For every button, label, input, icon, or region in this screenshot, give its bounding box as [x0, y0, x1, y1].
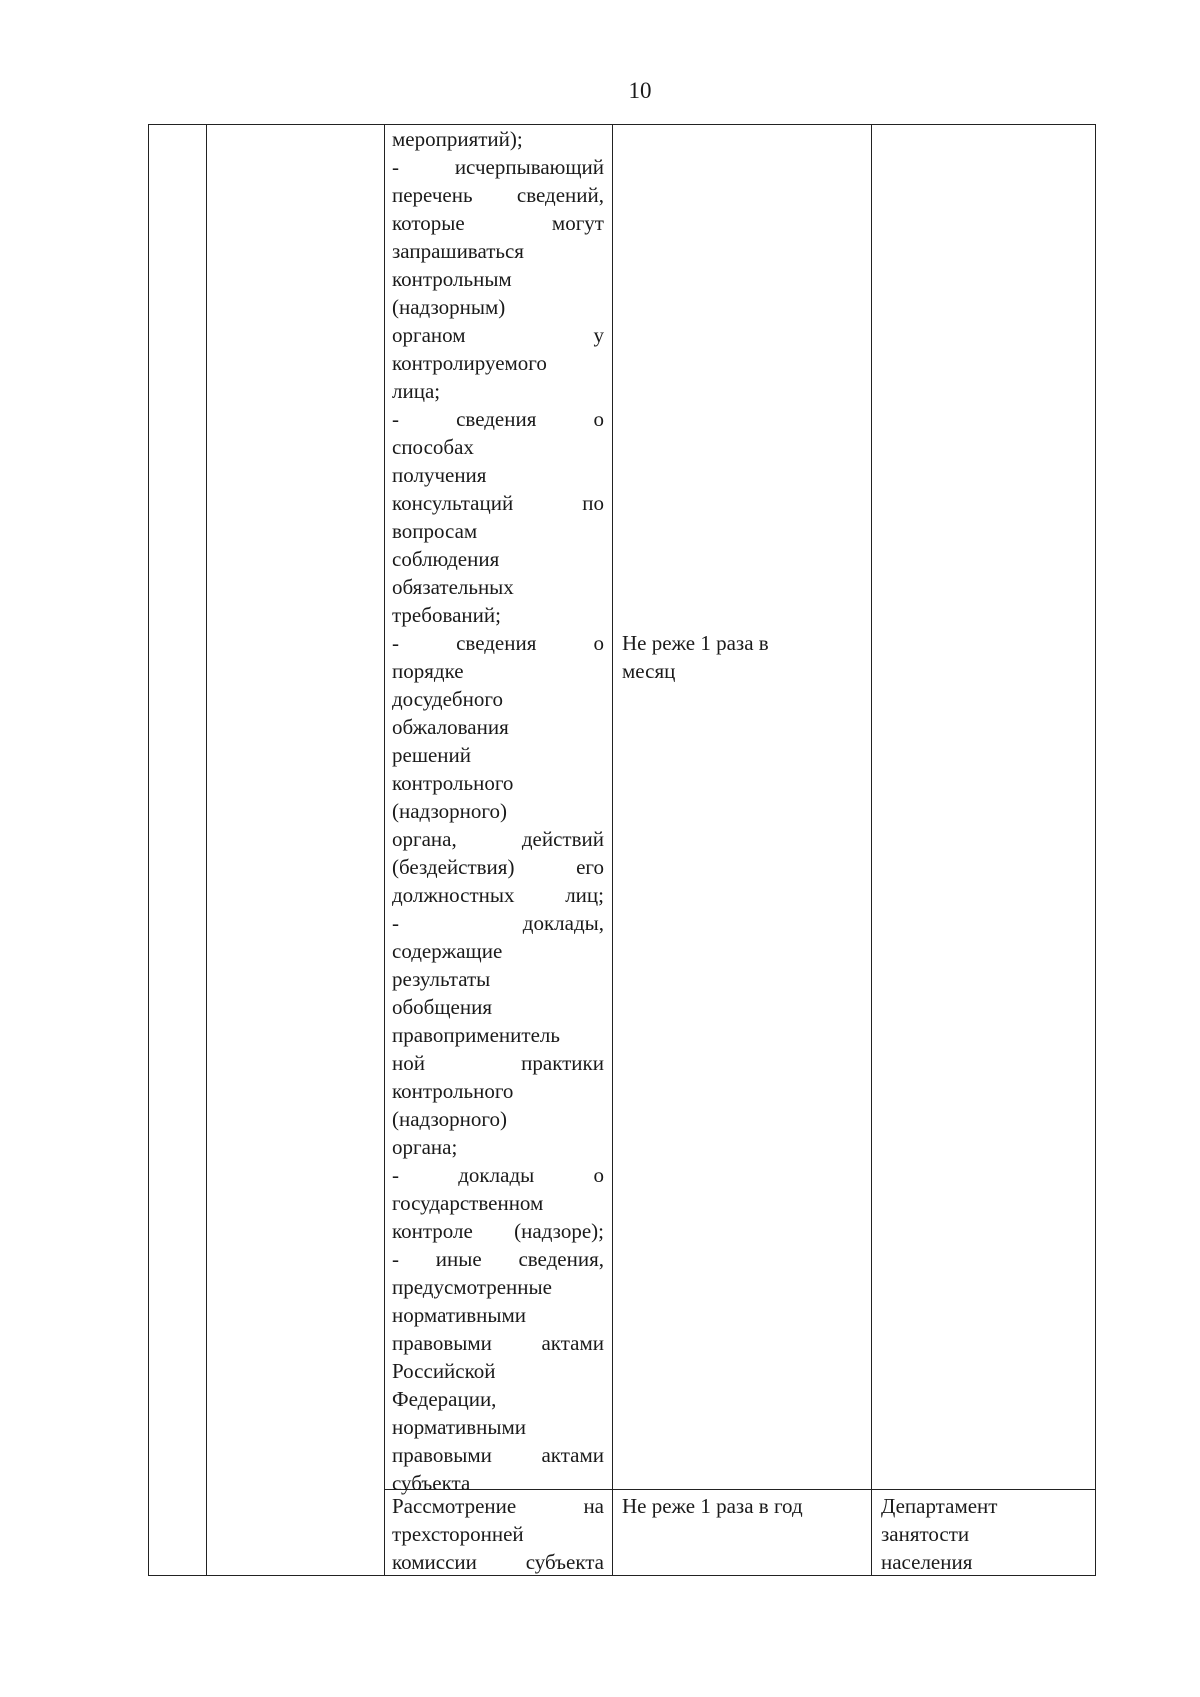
text-line: получения	[392, 463, 487, 487]
text-line: контролируемого	[392, 351, 547, 375]
text-line: (надзорным)	[392, 295, 506, 319]
row2-frequency-cell	[622, 1492, 862, 1520]
text-line: результаты	[392, 967, 491, 991]
text-line: органом у	[392, 323, 604, 347]
text-line: правовыми актами	[392, 1331, 604, 1355]
row1-frequency-cell	[622, 629, 862, 685]
text-line: органа;	[392, 1135, 458, 1159]
text-line: содержащие	[392, 939, 503, 963]
text-line: - исчерпывающий	[392, 155, 604, 179]
text-line: требований;	[392, 603, 501, 627]
row2-responsible-cell	[881, 1492, 1086, 1576]
text-line: субъекта	[392, 1471, 471, 1495]
text-line: которые могут	[392, 211, 604, 235]
text-line: консультаций по	[392, 491, 604, 515]
text-line: месяц	[622, 659, 676, 683]
text-line: Не реже 1 раза в год	[622, 1494, 803, 1518]
text-line: нормативными	[392, 1303, 527, 1327]
text-line: трехсторонней	[392, 1522, 524, 1546]
text-line: Федерации,	[392, 1387, 497, 1411]
text-line: органа, действий	[392, 827, 604, 851]
text-line: обобщения	[392, 995, 492, 1019]
text-line: запрашиваться	[392, 239, 524, 263]
column-divider-2	[384, 125, 385, 1575]
column-divider-3	[612, 125, 613, 1575]
text-line: обжалования	[392, 715, 509, 739]
text-line: - иные сведения,	[392, 1247, 604, 1271]
text-line: ной практики	[392, 1051, 604, 1075]
text-line: - доклады о	[392, 1163, 604, 1187]
text-line: Не реже 1 раза в	[622, 631, 769, 655]
text-line: - сведения о	[392, 407, 604, 431]
text-line: вопросам	[392, 519, 478, 543]
text-line: Департамент	[881, 1494, 998, 1518]
text-line: правоприменитель	[392, 1023, 560, 1047]
text-line: Рассмотрение на	[392, 1494, 604, 1518]
column-divider-1	[206, 125, 207, 1575]
row2-description-cell	[392, 1492, 604, 1576]
text-line: предусмотренные	[392, 1275, 552, 1299]
text-line: комиссии субъекта	[392, 1550, 604, 1574]
text-line: - сведения о	[392, 631, 604, 655]
text-line: нормативными	[392, 1415, 527, 1439]
text-line: контрольным	[392, 267, 512, 291]
text-line: (бездействия) его	[392, 855, 604, 879]
text-line: обязательных	[392, 575, 514, 599]
text-line: населения	[881, 1550, 973, 1574]
text-line: (надзорного)	[392, 799, 507, 823]
text-line: занятости	[881, 1522, 970, 1546]
text-line: контроле (надзоре);	[392, 1219, 604, 1243]
text-line: способах	[392, 435, 474, 459]
text-line: лица;	[392, 379, 441, 403]
text-line: - доклады,	[392, 911, 604, 935]
text-line: государственном	[392, 1191, 544, 1215]
text-line: мероприятий);	[392, 127, 523, 151]
text-line: правовыми актами	[392, 1443, 604, 1467]
text-line: должностных лиц;	[392, 883, 604, 907]
text-line: решений	[392, 743, 472, 767]
text-line: соблюдения	[392, 547, 500, 571]
text-line: контрольного	[392, 1079, 514, 1103]
row1-description-cell	[392, 125, 604, 1495]
text-line: перечень сведений,	[392, 183, 604, 207]
column-divider-4	[871, 125, 872, 1575]
document-table	[148, 124, 1096, 1576]
text-line: досудебного	[392, 687, 503, 711]
text-line: порядке	[392, 659, 464, 683]
text-line: контрольного	[392, 771, 514, 795]
text-line: (надзорного)	[392, 1107, 507, 1131]
page-number: 10	[628, 78, 652, 103]
text-line: Российской	[392, 1359, 496, 1383]
